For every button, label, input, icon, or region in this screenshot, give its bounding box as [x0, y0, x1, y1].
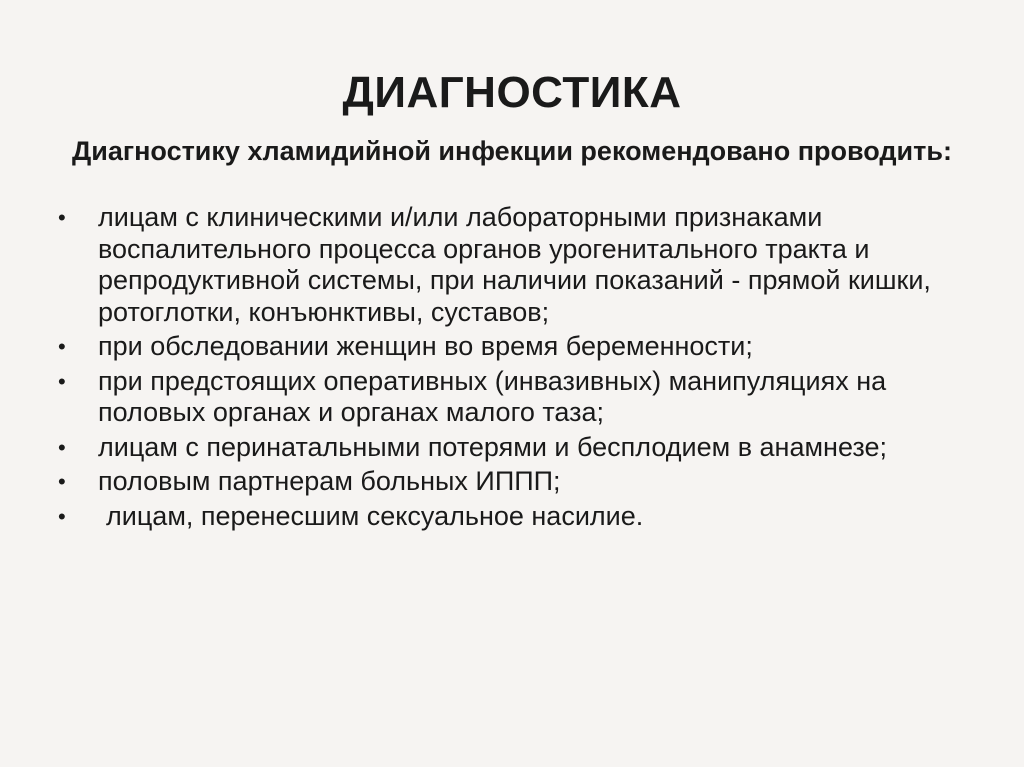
- bullet-item: [58, 331, 998, 363]
- slide-subtitle: Диагностику хламидийной инфекции рекомендовано проводить:: [72, 136, 952, 166]
- bullet-dot-icon: •: [58, 334, 66, 359]
- bullet-dot-icon: •: [58, 205, 66, 230]
- bullet-text: лицам, перенесшим сексуальное насилие.: [106, 500, 644, 531]
- bullet-text: половым партнерам больных ИППП;: [98, 466, 561, 496]
- bullet-item: [58, 432, 998, 464]
- bullet-text: при предстоящих оперативных (инвазивных) манипуляциях на половых органах и органах малого таза;: [98, 365, 887, 427]
- bullet-dot-icon: •: [58, 503, 66, 529]
- bullet-dot-icon: •: [58, 368, 66, 394]
- bullet-item: [58, 366, 998, 429]
- bullet-dot-icon: •: [58, 434, 66, 460]
- bullet-text: при обследовании женщин во время беременности;: [98, 331, 753, 361]
- bullet-item: [58, 501, 998, 533]
- bullet-text: лицам с перинатальными потерями и бесплодием в анамнезе;: [98, 431, 887, 462]
- bullet-text: лицам с клиническими и/или лабораторными признаками воспалительного процесса органов урогенитального тракта и репродуктивной системы, при наличии показаний - прямой кишки, ротоглотки, конъюнктивы, суставов;: [98, 202, 931, 327]
- bullet-item: [58, 202, 998, 328]
- bullet-item: [58, 466, 998, 498]
- bullet-dot-icon: •: [58, 469, 66, 494]
- slide-title: ДИАГНОСТИКА: [342, 68, 682, 117]
- bullet-list: [58, 202, 998, 535]
